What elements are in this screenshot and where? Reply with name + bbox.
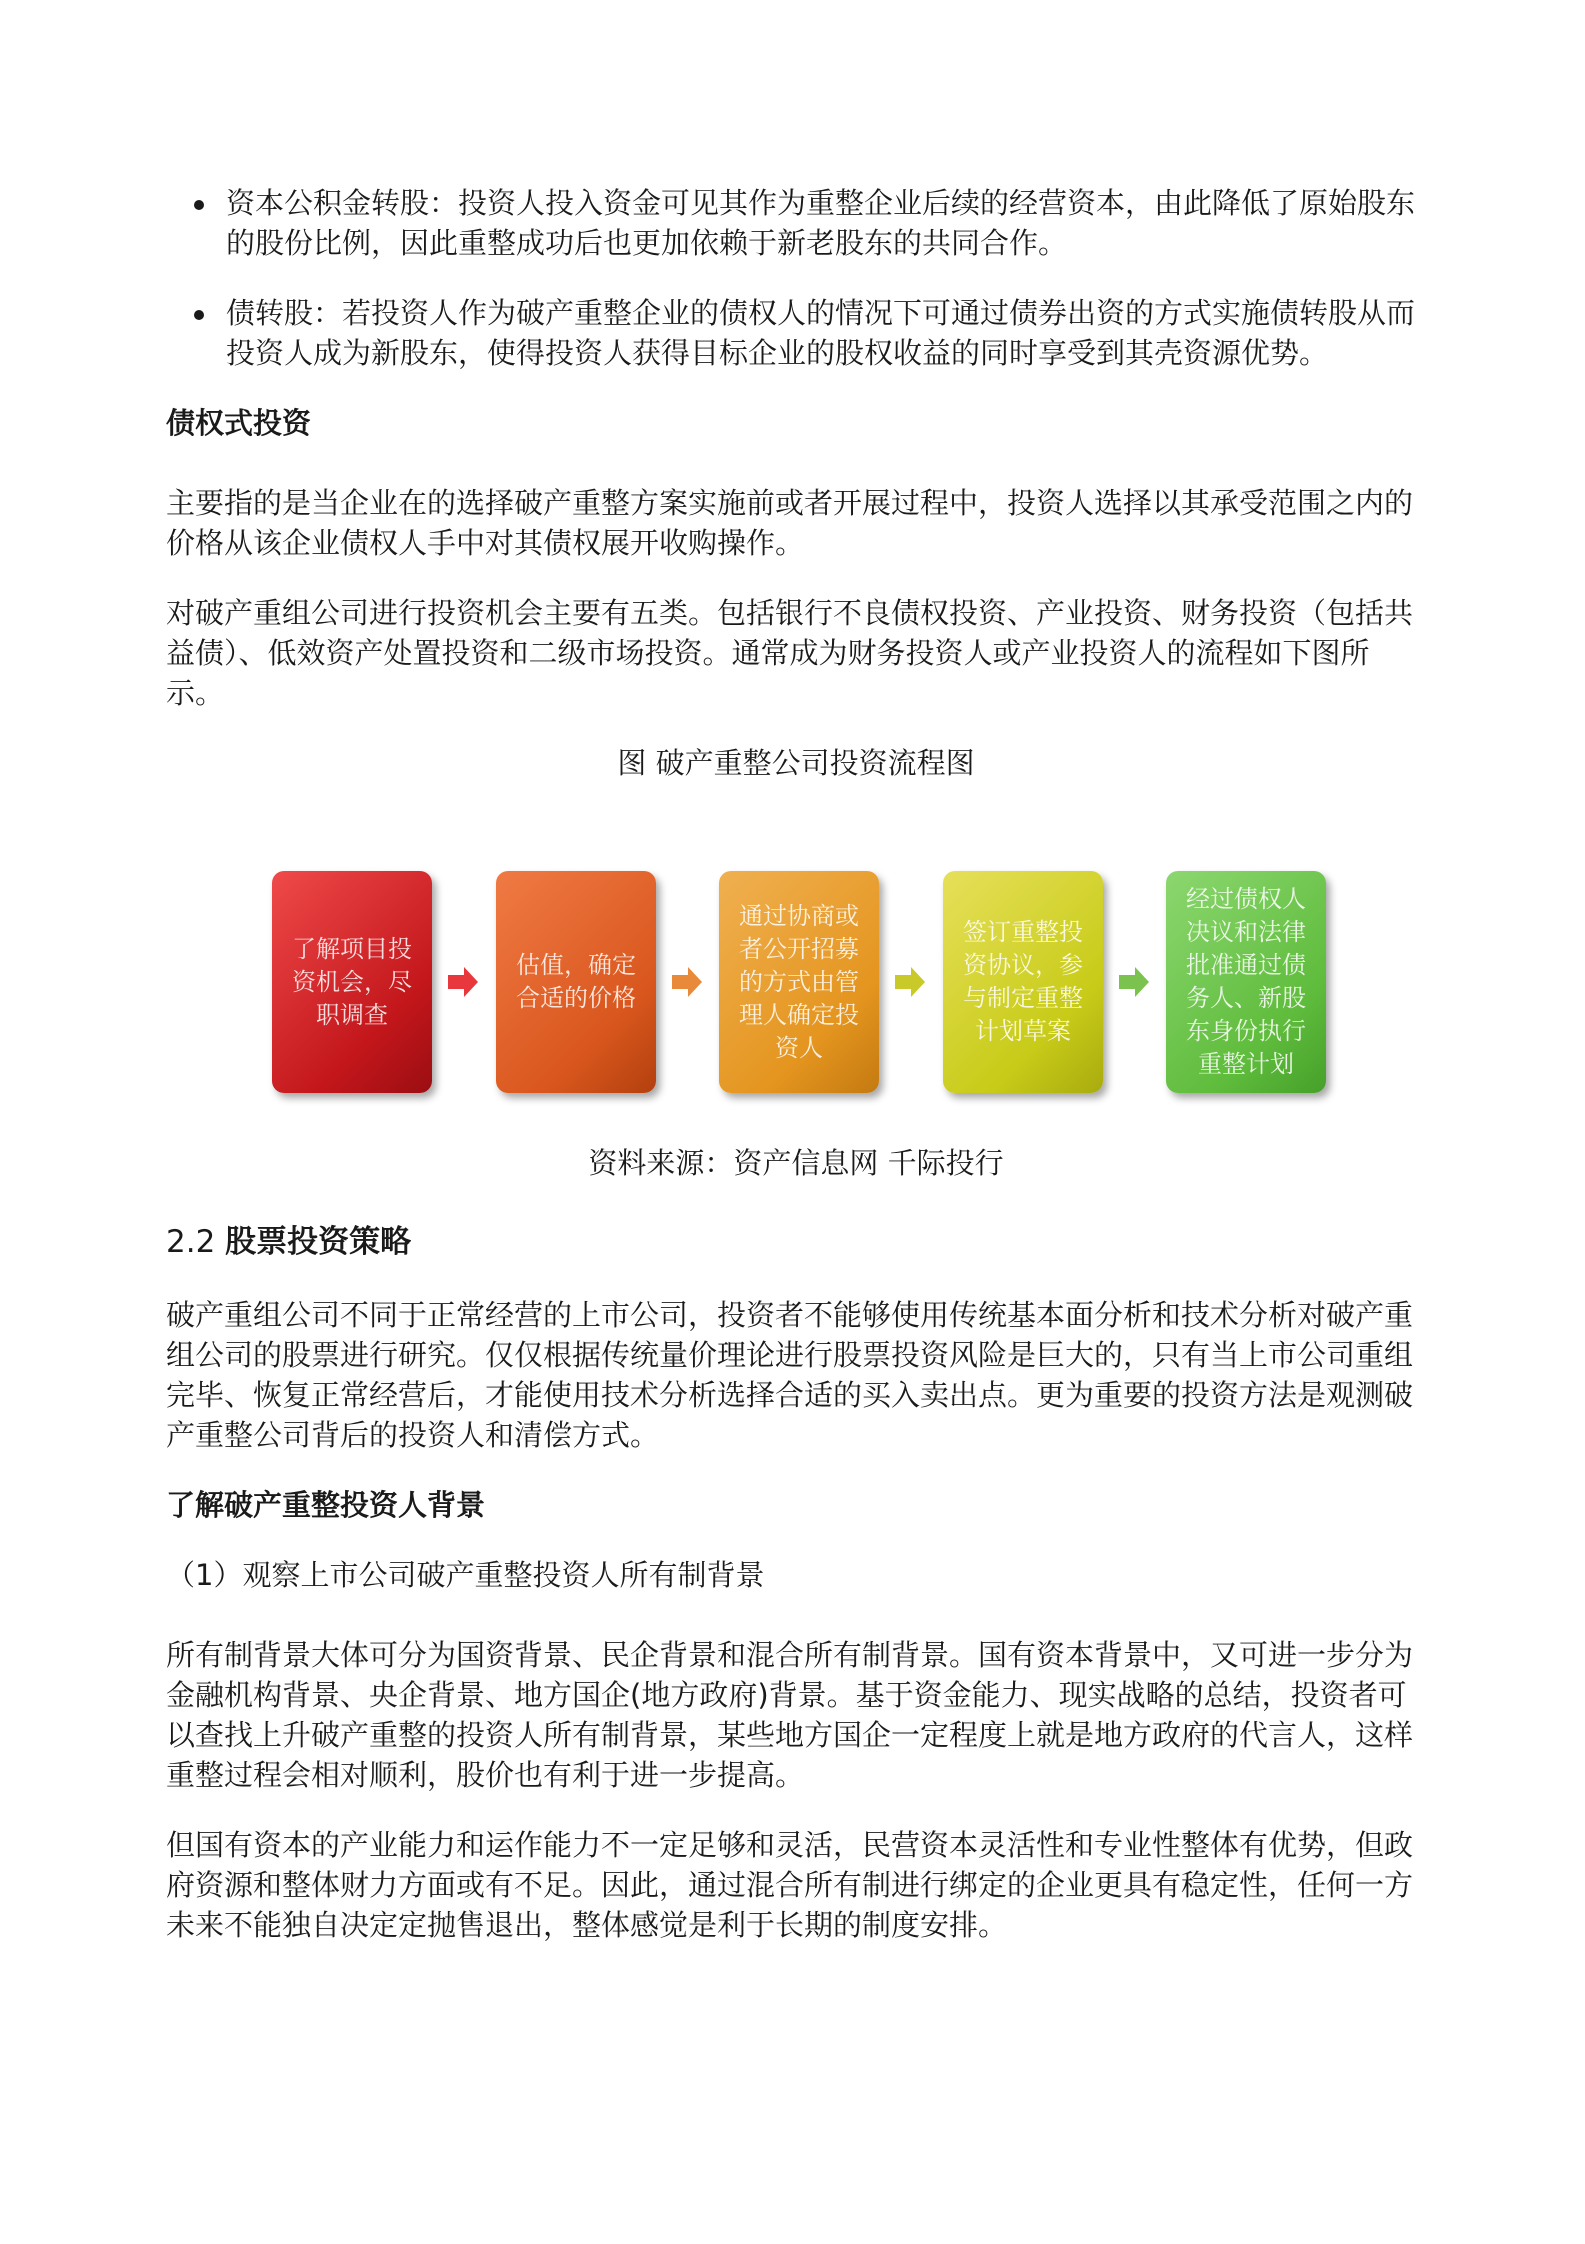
document-body: [166, 183, 1426, 1945]
heading-debt-investment: 债权式投资: [166, 406, 312, 440]
bullet-text: 债转股：若投资人作为破产重整企业的债权人的情况下可通过债券出资的方式实施债转股从而投资人成为新股东，使得投资人获得目标企业的股权收益的同时享受到其壳资源优势。: [226, 296, 1416, 370]
arrow-right-icon: [446, 965, 480, 999]
flow-step-3: 通过协商或者公开招募的方式由管理人确定投资人: [719, 871, 879, 1093]
bullet-text: 资本公积金转股：投资人投入资金可见其作为重整企业后续的经营资本，由此降低了原始股东的股份比例，因此重整成功后也更加依赖于新老股东的共同合作。: [226, 186, 1416, 260]
process-flowchart: [166, 823, 1426, 1113]
flow-step-2: 估值，确定合适的价格: [496, 871, 656, 1093]
bullet-dot: [194, 200, 204, 210]
section-heading: [166, 1221, 1426, 1263]
paragraph-stock-strategy: 破产重组公司不同于正常经营的上市公司，投资者不能够使用传统基本面分析和技术分析对破产重组公司的股票进行研究。仅仅根据传统量价理论进行股票投资风险是巨大的，只有当上市公司重组完毕、恢复正常经营后，才能使用技术分析选择合适的买入卖出点。更为重要的投资方法是观测破产重整公司背后的投资人和清偿方式。: [166, 1298, 1414, 1452]
bullet-dot: [194, 310, 204, 320]
figure-source: 资料来源：资产信息网 千际投行: [588, 1146, 1004, 1180]
paragraph-five-categories: 对破产重组公司进行投资机会主要有五类。包括银行不良债权投资、产业投资、财务投资（包括共益债）、低效资产处置投资和二级市场投资。通常成为财务投资人或产业投资人的流程如下图所示。: [166, 596, 1414, 710]
paragraph-ownership: 所有制背景大体可分为国资背景、民企背景和混合所有制背景。国有资本背景中，又可进一步分为金融机构背景、央企背景、地方国企(地方政府)背景。基于资金能力、现实战略的总结，投资者可以查找上升破产重整的投资人所有制背景，某些地方国企一定程度上就是地方政府的代言人，这样重整过程会相对顺利，股价也有利于进一步提高。: [166, 1638, 1414, 1792]
section-number: 2.2: [166, 1224, 216, 1260]
flow-step-1: 了解项目投资机会，尽职调查: [272, 871, 432, 1093]
section-title: 股票投资策略: [225, 1224, 412, 1260]
paragraph-mixed-ownership: 但国有资本的产业能力和运作能力不一定足够和灵活，民营资本灵活性和专业性整体有优势，但政府资源和整体财力方面或有不足。因此，通过混合所有制进行绑定的企业更具有稳定性，任何一方未来不能独自决定定抛售退出，整体感觉是利于长期的制度安排。: [166, 1828, 1414, 1942]
flow-step-5: 经过债权人决议和法律批准通过债务人、新股东身份执行重整计划: [1166, 871, 1326, 1093]
paragraph-debt: 主要指的是当企业在的选择破产重整方案实施前或者开展过程中，投资人选择以其承受范围之内的价格从该企业债权人手中对其债权展开收购操作。: [166, 486, 1414, 560]
list-item: [166, 293, 1426, 373]
list-item: [166, 183, 1426, 263]
arrow-right-icon: [893, 965, 927, 999]
figure-title: 图 破产重整公司投资流程图: [617, 746, 975, 780]
subheading-ownership: （1）观察上市公司破产重整投资人所有制背景: [166, 1558, 765, 1592]
flow-step-4: 签订重整投资协议，参与制定重整计划草案: [943, 871, 1103, 1093]
arrow-right-icon: [670, 965, 704, 999]
heading-investor-background: 了解破产重整投资人背景: [166, 1488, 486, 1522]
bullet-list: [166, 183, 1426, 373]
arrow-right-icon: [1117, 965, 1151, 999]
